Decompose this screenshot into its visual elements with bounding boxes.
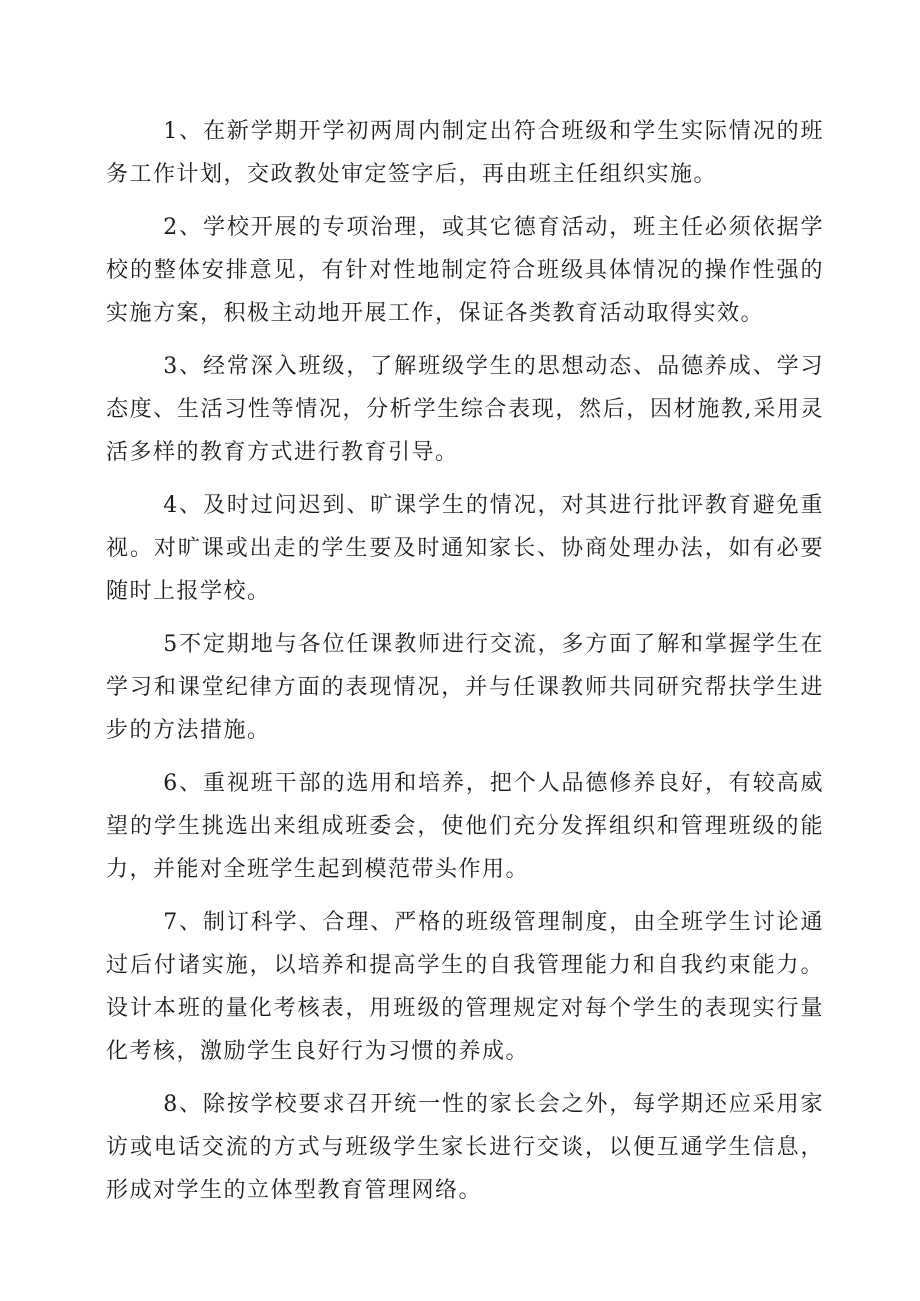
paragraph-1: 1、在新学期开学初两周内制定出符合班级和学生实际情况的班务工作计划，交政教处审定签字后，再由班主任组织实施。	[106, 119, 824, 187]
document-body	[106, 110, 824, 1222]
paragraph-4: 4、及时过问迟到、旷课学生的情况，对其进行批评教育避免重视。对旷课或出走的学生要及时通知家长、协商处理办法，如有必要随时上报学校。	[106, 493, 824, 604]
paragraph-5: 5不定期地与各位任课教师进行交流，多方面了解和掌握学生在学习和课堂纪律方面的表现情况，并与任课教师共同研究帮扶学生进步的方法措施。	[106, 632, 824, 743]
paragraph-7: 7、制订科学、合理、严格的班级管理制度，由全班学生讨论通过后付诸实施，以培养和提高学生的自我管理能力和自我约束能力。设计本班的量化考核表，用班级的管理规定对每个学生的表现实行量化考核，激励学生良好行为习惯的养成。	[106, 910, 824, 1064]
paragraph-3: 3、经常深入班级，了解班级学生的思想动态、品德养成、学习态度、生活习性等情况，分析学生综合表现，然后，因材施教,采用灵活多样的教育方式进行教育引导。	[106, 354, 824, 465]
paragraph-2: 2、学校开展的专项治理，或其它德育活动，班主任必须依据学校的整体安排意见，有针对性地制定符合班级具体情况的操作性强的实施方案，积极主动地开展工作，保证各类教育活动取得实效。	[106, 215, 824, 326]
paragraph-6: 6、重视班干部的选用和培养，把个人品德修养良好，有较高威望的学生挑选出来组成班委会，使他们充分发挥组织和管理班级的能力，并能对全班学生起到模范带头作用。	[106, 771, 824, 882]
paragraph-8: 8、除按学校要求召开统一性的家长会之外，每学期还应采用家访或电话交流的方式与班级学生家长进行交谈，以便互通学生信息，形成对学生的立体型教育管理网络。	[106, 1092, 824, 1203]
